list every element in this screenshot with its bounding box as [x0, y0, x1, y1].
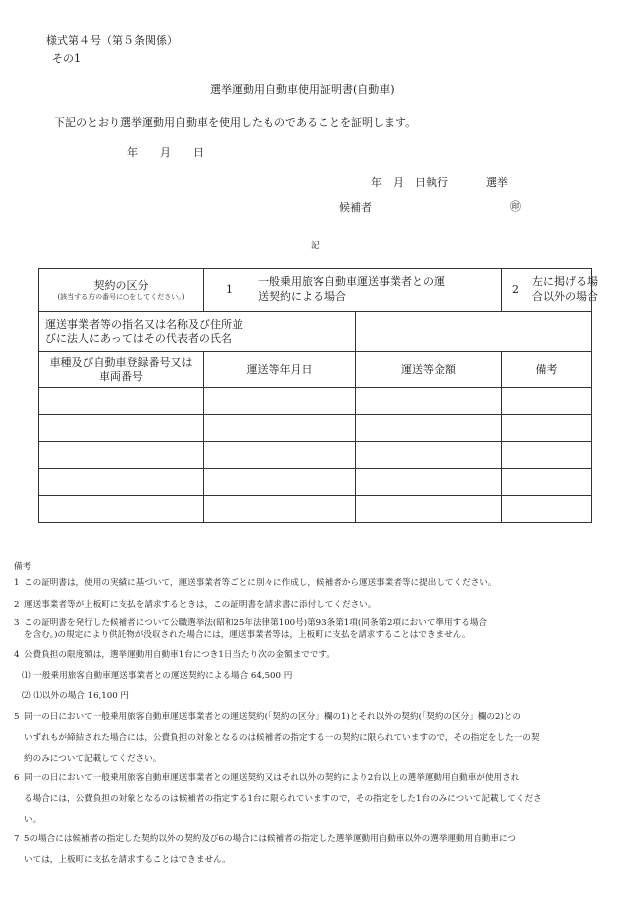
note-3-line1: この証明書を発行した候補者について公職選挙法(昭和25年法律第100号)第93条第1項(同条第2項において準用する場合 — [24, 618, 488, 628]
note-7-number: 7 — [14, 834, 20, 844]
contract-option-1[interactable] — [204, 269, 502, 312]
col-date-header: 運送等年月日 — [204, 352, 356, 388]
election-suffix: 選挙 — [486, 176, 508, 189]
note-3-number: 3 — [14, 618, 20, 628]
note-3-line2: を含む。)の規定により供託物が没収された場合には，運送事業者等は，上板町に支払を請求することはできません。 — [24, 630, 471, 640]
remarks-cell[interactable] — [502, 388, 592, 415]
note-1 — [14, 574, 614, 592]
form-number: 様式第４号（第５条関係） — [46, 34, 178, 47]
table-row — [39, 469, 592, 496]
note-7-line2: いては，上板町に支払を請求することはできません。 — [24, 855, 231, 865]
col-remarks-header: 備考 — [502, 352, 592, 388]
document-title: 選挙運動用自動車使用証明書(自動車) — [210, 83, 395, 96]
vehicle-cell[interactable] — [39, 469, 204, 496]
note-2-number: 2 — [14, 600, 20, 610]
date-cell[interactable] — [204, 496, 356, 523]
option-1-text-line2: 送契約による場合 — [258, 290, 346, 303]
seal-mark: ㊞ — [510, 200, 521, 213]
table-row — [39, 415, 592, 442]
remarks-cell[interactable] — [502, 442, 592, 469]
note-6-line1: 同一の日において一般乗用旅客自動車運送事業者との運送契約又はそれ以外の契約により2台以上の選挙運動用自動車が使用され — [24, 773, 520, 783]
date-cell[interactable] — [204, 415, 356, 442]
note-5-line2: いずれもが締結された場合には，公費負担の対象となるのは候補者の指定する一の契約に限られていますので，その指定をした一の契 — [24, 733, 540, 743]
contract-type-row — [39, 269, 592, 312]
note-6 — [14, 768, 614, 831]
certification-date: 年 月 日 — [127, 146, 204, 159]
col-amount-header: 運送等金額 — [356, 352, 502, 388]
amount-cell[interactable] — [356, 388, 502, 415]
note-5-line1: 同一の日において一般乗用旅客自動車運送事業者との運送契約(「契約の区分」欄の1)とそれ以外の契約(「契約の区分」欄の2)との — [24, 712, 521, 722]
note-6-line2: る場合には，公費負担の対象となるのは候補者の指定する1台に限られていますので，その指定をした1台のみについて記載してくださ — [24, 794, 542, 804]
note-3 — [14, 617, 614, 641]
contract-type-label: 契約の区分 — [93, 278, 149, 292]
operator-label-line1: 運送事業者等の指名又は名称及び住所並 — [45, 317, 243, 331]
table-row — [39, 388, 592, 415]
note-7 — [14, 829, 614, 871]
option-2-number: 2 — [512, 283, 519, 296]
note-5-line3: 約のみについて記載してください。 — [24, 754, 162, 764]
table-row — [39, 496, 592, 523]
amount-cell[interactable] — [356, 442, 502, 469]
note-7-line1: 5の場合には候補者の指定した契約以外の契約及び6の場合には候補者の指定した選挙運動用自動車以外の選挙運動用自動車につ — [24, 834, 517, 844]
note-2-text: 運送事業者等が上板町に支払を請求するときは，この証明書を請求書に添付してください。 — [24, 600, 377, 610]
option-2-text-line2: 合以外の場合 — [532, 290, 598, 303]
note-2 — [14, 596, 614, 614]
note-4-number: 4 — [14, 650, 20, 660]
operator-label-line2: びに法人にあってはその代表者の氏名 — [45, 331, 232, 345]
election-date-line: 年 月 日執行 — [371, 176, 448, 189]
vehicle-cell[interactable] — [39, 496, 204, 523]
note-5-number: 5 — [14, 712, 20, 722]
note-1-number: 1 — [14, 578, 20, 588]
note-5 — [14, 707, 614, 770]
note-6-line3: い。 — [24, 815, 42, 825]
remarks-cell[interactable] — [502, 496, 592, 523]
option-2-text-line1: 左に掲げる場 — [532, 275, 598, 288]
date-cell[interactable] — [204, 442, 356, 469]
operator-name-field[interactable] — [356, 312, 592, 352]
vehicle-usage-table — [38, 268, 598, 523]
note-1-text: この証明書は，使用の実績に基づいて，運送事業者等ごとに別々に作成し，候補者から運送事業者等に提出してください。 — [24, 578, 497, 588]
note-4 — [14, 646, 614, 664]
contract-option-2[interactable] — [502, 269, 598, 312]
operator-row — [39, 312, 592, 352]
col-vehicle-line2: 車両番号 — [99, 369, 143, 383]
ki-label: 記 — [311, 241, 320, 251]
remarks-cell[interactable] — [502, 469, 592, 496]
col-vehicle-line1: 車種及び自動車登録番号又は — [49, 355, 193, 369]
note-6-number: 6 — [14, 773, 20, 783]
candidate-label: 候補者 — [339, 201, 372, 214]
vehicle-cell[interactable] — [39, 415, 204, 442]
notes-heading: 備考 — [14, 562, 32, 572]
vehicle-cell[interactable] — [39, 442, 204, 469]
note-4-item-2: ⑵ ⑴以外の場合 16,100 円 — [22, 691, 130, 701]
option-1-text-line1: 一般乗用旅客自動車運送事業者との運 — [258, 275, 445, 288]
vehicle-cell[interactable] — [39, 388, 204, 415]
table-row — [39, 442, 592, 469]
amount-cell[interactable] — [356, 415, 502, 442]
contract-type-header — [39, 269, 204, 312]
date-cell[interactable] — [204, 388, 356, 415]
note-4-text: 公費負担の限度額は，選挙運動用自動車1台につき1日当たり次の金額までです。 — [24, 650, 335, 660]
option-1-number: 1 — [226, 283, 233, 296]
column-header-row — [39, 352, 592, 388]
certification-statement: 下記のとおり選挙運動用自動車を使用したものであることを証明します。 — [54, 116, 417, 129]
contract-type-hint: (該当する方の番号に○をしてください。) — [57, 292, 185, 301]
sub-number: その1 — [52, 52, 81, 65]
col-vehicle-header — [39, 352, 204, 388]
note-4-item-1: ⑴ 一般乗用旅客自動車運送事業者との運送契約による場合 64,500 円 — [22, 671, 293, 681]
amount-cell[interactable] — [356, 469, 502, 496]
date-cell[interactable] — [204, 469, 356, 496]
operator-label-cell — [39, 312, 356, 352]
remarks-cell[interactable] — [502, 415, 592, 442]
amount-cell[interactable] — [356, 496, 502, 523]
